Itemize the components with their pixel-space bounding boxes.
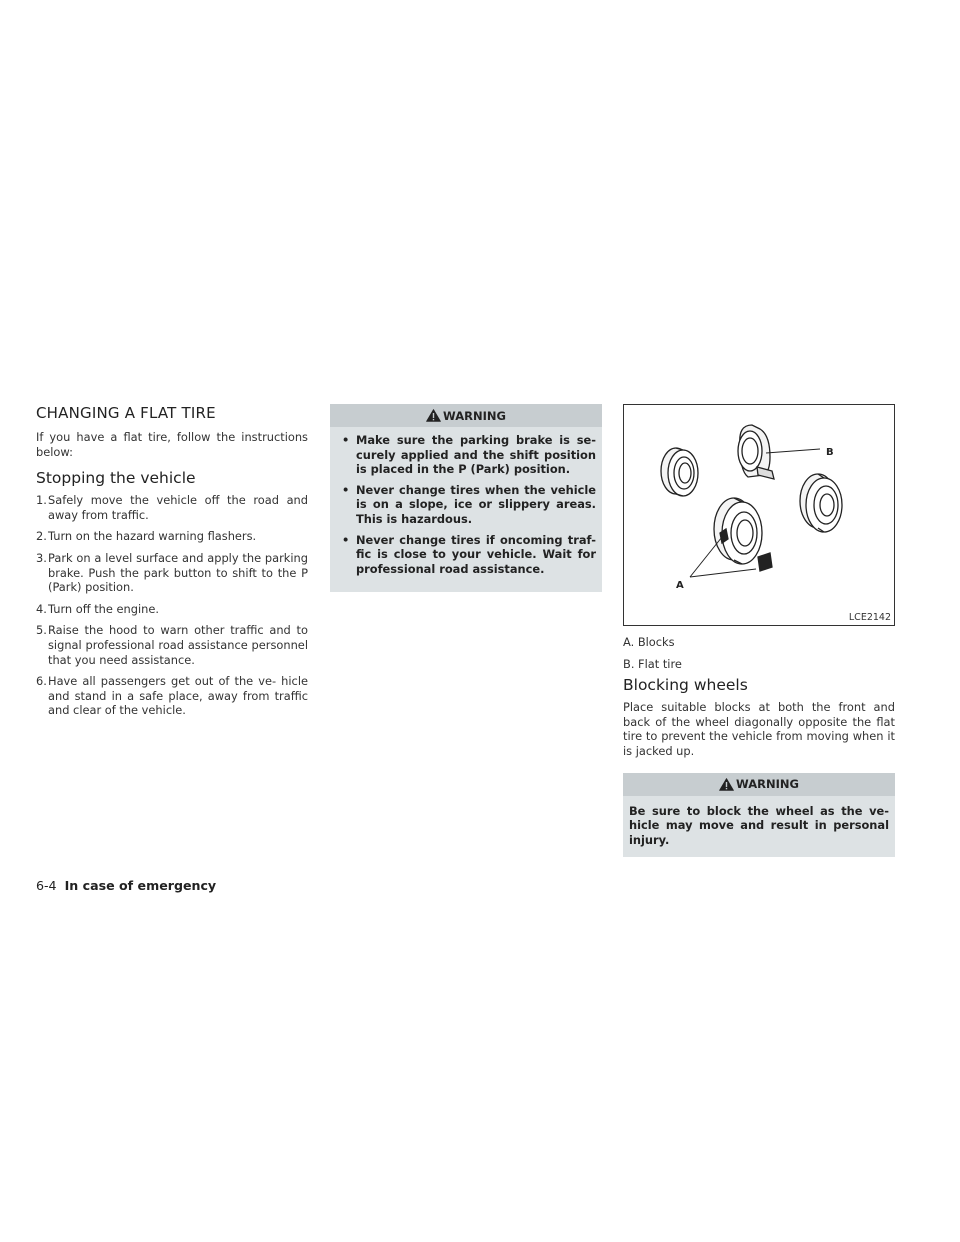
step-item: 2.Turn on the hazard warning flashers. (36, 529, 257, 544)
tires-drawing (624, 405, 894, 625)
warning-title: WARNING (736, 777, 799, 792)
legend-item: A. Blocks (623, 635, 675, 649)
warning-list (336, 433, 596, 576)
warning-item: • Never change tires if oncoming traf- fic is close to your vehicle. Wait for professional road assistance. (342, 532, 596, 576)
right-column (623, 404, 895, 857)
warning-triangle-icon (426, 409, 441, 422)
figure-label-a: A (676, 580, 684, 591)
intro-text: If you have a flat tire, follow the instructions below: (36, 430, 308, 459)
warning-box-parking (330, 404, 602, 592)
figure-legend (623, 635, 895, 671)
wheel-blocks-illustration (623, 404, 895, 626)
page-number: 6-4 (36, 878, 57, 893)
section-title: CHANGING A FLAT TIRE (36, 404, 216, 422)
tire-flat (738, 425, 774, 479)
tire-blocked (714, 498, 772, 571)
footer-section: In case of emergency (64, 878, 217, 893)
blocking-heading: Blocking wheels (623, 676, 748, 695)
step-item: 6.Have all passengers get out of the ve- hicle and stand in a safe place, away from traffic and clear of the vehicle. (36, 674, 308, 718)
step-item: 4.Turn off the engine. (36, 601, 159, 616)
left-column (36, 404, 308, 725)
warning-text: Be sure to block the wheel as the ve- hicle may move and result in personal injury. (629, 803, 889, 847)
legend-item: B. Flat tire (623, 656, 682, 671)
stopping-steps (36, 493, 308, 718)
warning-header (623, 773, 895, 796)
warning-title: WARNING (443, 408, 506, 423)
tire-left (661, 448, 698, 496)
tire-right (800, 474, 842, 532)
figure-code: LCE2142 (848, 612, 891, 623)
stopping-heading: Stopping the vehicle (36, 469, 196, 488)
warning-triangle-icon (719, 778, 734, 791)
warning-box-blocking (623, 773, 895, 858)
step-item: 5.Raise the hood to warn other traffic and to signal professional road assistance personnel that you need assistance. (36, 623, 308, 667)
page-footer (36, 878, 216, 893)
warning-item: • Never change tires when the vehicle is on a slope, ice or slippery areas. This is hazardous. (342, 482, 596, 526)
step-item: 3.Park on a level surface and apply the parking brake. Push the park button to shift to the P (Park) position. (36, 550, 308, 595)
warning-header (330, 404, 602, 427)
figure-label-b: B (826, 447, 834, 458)
middle-column (330, 404, 602, 592)
warning-item: • Make sure the parking brake is se- curely applied and the shift position is placed in the P (Park) position. (342, 433, 596, 477)
blocking-text: Place suitable blocks at both the front and back of the wheel diagonally opposite the flat tire to prevent the vehicle from moving when it is jacked up. (623, 700, 895, 758)
step-item: 1.Safely move the vehicle off the road and away from traffic. (36, 493, 308, 522)
